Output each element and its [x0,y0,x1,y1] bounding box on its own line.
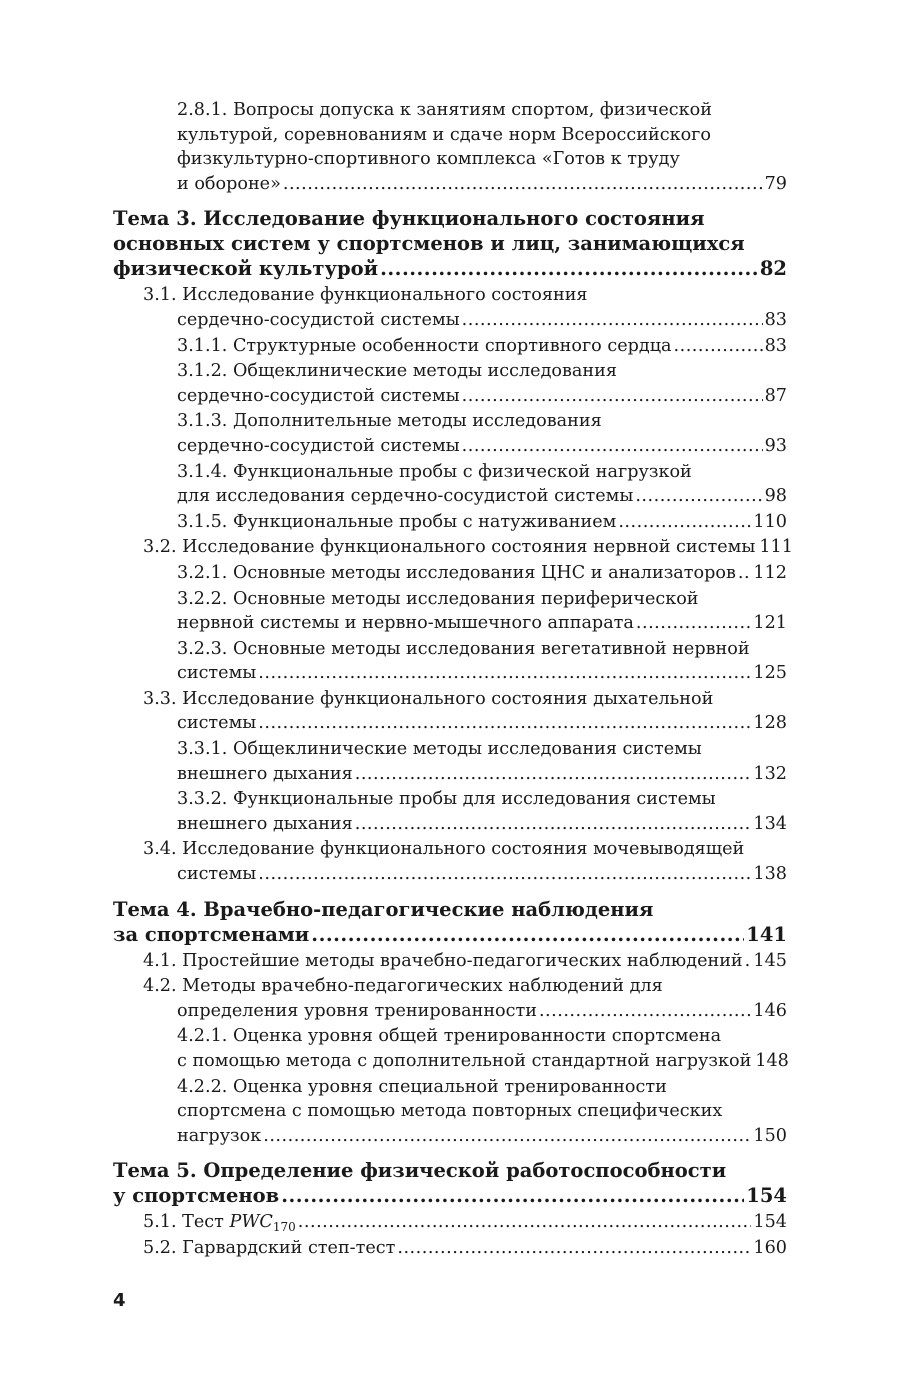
page-ref: 134 [753,813,787,834]
page-number: 4 [113,1290,126,1311]
page-ref: 79 [764,173,787,194]
toc-entry-5-2[interactable] [143,1236,787,1261]
toc-entry-3-1-5[interactable] [177,510,787,535]
dot-leader [258,711,751,736]
toc-entry-text: 3.3.2. Функциональные пробы для исследования системы [177,789,716,810]
toc-entry-text: культурой, соревнованиям и сдаче норм Всероссийского [177,124,711,145]
page-ref: 82 [759,257,787,281]
dot-leader [462,434,763,459]
page-ref: 93 [764,435,787,456]
toc-entry-3-1[interactable] [143,283,787,332]
toc-entry-text: внешнего дыхания [177,813,353,834]
toc-entry-text: спортсмена с помощью метода повторных специфических [177,1101,723,1122]
page-ref: 110 [753,511,787,532]
toc-entry-4-2-2[interactable] [177,1075,787,1149]
toc-entry-subscript: 170 [272,1220,296,1235]
page-ref: 150 [753,1125,787,1146]
toc-entry-2-8-1[interactable] [177,98,787,196]
toc-entry-3-4[interactable] [143,837,787,886]
toc-entry-3-1-3[interactable] [177,409,787,458]
toc-entry-text: системы [177,713,257,734]
page-ref: 145 [753,950,787,971]
page-ref: 125 [753,663,787,684]
toc-entry-text: 3.3. Исследование функционального состояния дыхательной [143,688,714,709]
toc-entry-text [143,1210,296,1235]
toc-entry-text: 3.4. Исследование функционального состояния мочевыводящей [143,839,745,860]
page-ref: 83 [764,309,787,330]
page-ref: 154 [746,1184,787,1208]
toc-topic-4[interactable] [113,897,787,947]
toc-entry-text: с помощью метода с дополнительной стандартной нагрузкой [177,1051,752,1071]
toc-entry-text: определения уровня тренированности [177,1000,537,1021]
toc-entry-text: нагрузок [177,1125,262,1146]
page-ref: 111 [759,537,793,558]
table-of-contents [113,98,793,1261]
toc-entry-text: 4.2.1. Оценка уровня общей тренированности спортсмена [177,1026,722,1047]
dot-leader [618,510,751,535]
toc-topic-title: Тема 4. Врачебно-педагогические наблюдения [113,897,654,921]
toc-entry-text: 2.8.1. Вопросы допуска к занятиям спортом, физической [177,100,712,120]
dot-leader [355,762,752,787]
toc-entry-3-2-1[interactable] [177,561,787,586]
toc-entry-text: 3.1.1. Структурные особенности спортивного сердца [177,335,672,356]
page-ref: 132 [753,763,787,784]
dot-leader [380,256,758,281]
dot-leader [539,999,751,1024]
toc-entry-3-2-2[interactable] [177,587,787,636]
toc-entry-3-3-1[interactable] [177,737,787,786]
toc-entry-text: системы [177,864,257,885]
toc-entry-3-2-3[interactable] [177,637,787,686]
dot-leader [397,1236,751,1261]
page-ref: 128 [753,713,787,734]
toc-topic-title: основных систем у спортсменов и лиц, занимающихся [113,232,745,256]
toc-topic-title: у спортсменов [113,1184,280,1208]
toc-entry-text: системы [177,663,257,684]
page-ref: 160 [753,1237,787,1258]
page-ref: 112 [753,562,787,583]
dot-leader [462,308,763,333]
toc-entry-3-1-1[interactable] [177,334,787,359]
toc-entry-3-3-2[interactable] [177,787,787,836]
dot-leader [281,1183,744,1208]
toc-entry-3-1-2[interactable] [177,359,787,408]
toc-topic-5[interactable] [113,1158,787,1208]
dot-leader [258,661,751,686]
toc-entry-text: 3.1.2. Общеклинические методы исследования [177,361,617,382]
dot-leader [674,334,763,359]
toc-entry-4-2[interactable] [143,974,787,1023]
toc-entry-3-3[interactable] [143,687,787,736]
toc-entry-5-1[interactable] [143,1210,787,1235]
toc-entry-text: внешнего дыхания [177,763,353,784]
toc-entry-italic: PWC [229,1212,273,1233]
toc-entry-text: 3.1.5. Функциональные пробы с натуживанием [177,511,617,532]
toc-entry-text: для исследования сердечно-сосудистой системы [177,486,634,507]
toc-entry-4-2-1[interactable] [177,1024,787,1073]
dot-leader [636,611,752,636]
dot-leader [355,812,752,837]
toc-entry-text: нервной системы и нервно-мышечного аппарата [177,613,634,634]
page-ref: 148 [755,1051,789,1071]
toc-entry-text: и обороне» [177,173,281,194]
toc-entry-text: сердечно-сосудистой системы [177,435,460,456]
toc-entry-text: 3.1. Исследование функционального состояния [143,285,588,306]
toc-entry-text: 3.1.3. Дополнительные методы исследования [177,411,602,432]
page-ref: 87 [764,385,787,406]
toc-entry-text: физкультурно-спортивного комплекса «Готов к труду [177,149,680,170]
dot-leader [298,1210,752,1235]
toc-entry-text: 3.2.1. Основные методы исследования ЦНС и анализаторов [177,562,736,583]
toc-topic-title: Тема 5. Определение физической работоспособности [113,1159,727,1183]
toc-entry-text: 3.2. Исследование функционального состояния нервной системы [143,537,756,558]
toc-entry-text: 3.1.4. Функциональные пробы с физической нагрузкой [177,461,692,482]
page-ref: 83 [764,335,787,356]
page-ref: 141 [746,922,787,946]
dot-leader [283,172,763,197]
dot-leader [745,949,752,974]
toc-entry-prefix: 5.1. Тест [143,1212,230,1233]
toc-entry-3-2[interactable] [143,535,793,560]
toc-entry-3-1-4[interactable] [177,460,787,509]
toc-topic-3[interactable] [113,206,787,281]
toc-topic-title: Тема 3. Исследование функционального состояния [113,207,705,231]
toc-entry-text: 3.2.2. Основные методы исследования периферической [177,588,699,609]
toc-entry-text: сердечно-сосудистой системы [177,309,460,330]
toc-entry-text: 4.1. Простейшие методы врачебно-педагогических наблюдений [143,950,743,971]
toc-entry-text: 3.3.1. Общеклинические методы исследования системы [177,739,702,760]
dot-leader [738,561,752,586]
page-ref: 154 [753,1212,787,1233]
dot-leader [258,862,751,887]
toc-topic-title: физической культурой [113,257,379,281]
page-ref: 138 [753,864,787,885]
page-ref: 98 [764,486,787,507]
page-ref: 146 [753,1000,787,1021]
dot-leader [462,384,763,409]
dot-leader [635,484,762,509]
page-ref: 121 [753,613,787,634]
toc-entry-text: 5.2. Гарвардский степ-тест [143,1237,396,1258]
dot-leader [263,1124,751,1149]
toc-entry-text: 4.2.2. Оценка уровня специальной тренированности [177,1076,667,1097]
toc-entry-text: сердечно-сосудистой системы [177,385,460,406]
dot-leader [311,922,744,947]
toc-entry-text: 3.2.3. Основные методы исследования вегетативной нервной [177,638,750,659]
toc-entry-text: 4.2. Методы врачебно-педагогических наблюдений для [143,976,663,997]
toc-entry-4-1[interactable] [143,949,787,974]
toc-topic-title: за спортсменами [113,922,310,946]
